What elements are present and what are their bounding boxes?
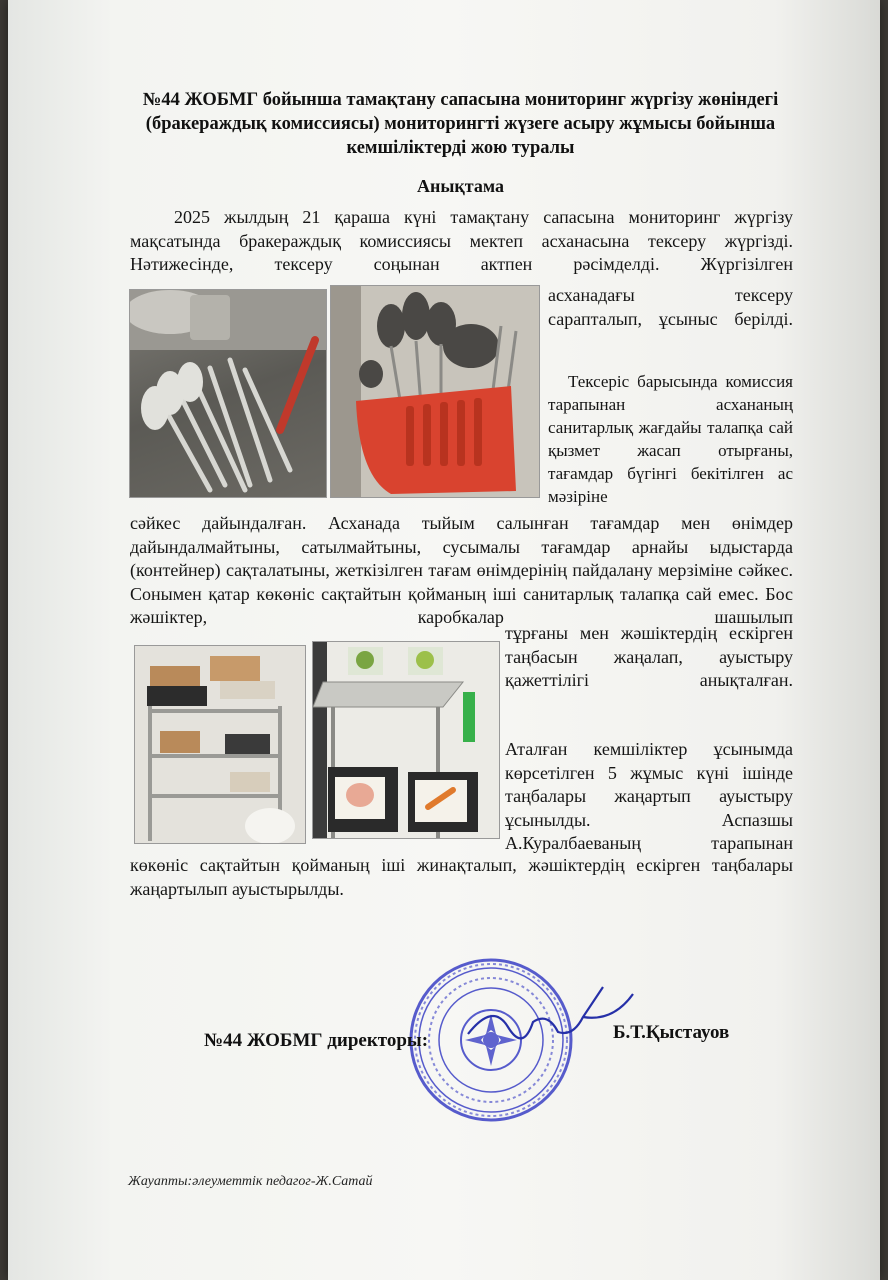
document-page	[8, 0, 880, 1280]
storage-shelf-photo	[134, 645, 306, 844]
document-subtitle: Анықтама	[417, 176, 504, 196]
director-signature	[463, 982, 638, 1052]
paragraph-1-continued: асханадағы тексеру сарапталып, ұсыныс берілді.	[548, 285, 793, 329]
paragraph-1: 2025 жылдың 21 қараша күні тамақтану сапасына мониторинг жүргізу мақсатында бракераждық комиссиясы мектеп асханасына тексеру жүргізді. Нәтижесінде, тексеру соңынан актпен рәсімделді. Жүргізілген	[130, 207, 793, 274]
responsible-person: Жауапты:әлеуметтік педагог-Ж.Сатай	[128, 1174, 373, 1189]
cutlery-holder-photo	[330, 285, 540, 498]
paragraph-4-continued: көкөніс сақтайтын қойманың іші жинақталып, жәшіктердің ескірген таңбалары жаңартылып ауыстырылды.	[130, 855, 793, 899]
director-name: Б.Т.Қыстауов	[613, 1022, 730, 1043]
vegetable-boxes-photo	[312, 641, 500, 839]
paragraph-3: тұрғаны мен жәшіктердің ескірген таңбасын жаңалап, ауыстыру қажеттілігі анықталған.	[505, 623, 793, 690]
paragraph-4: Аталған кемшіліктер ұсынымда көрсетілген 5 жұмыс күні ішінде таңбалары жаңартып ауыстыру ұсынылды. Аспазшы А.Куралбаеваның тарапынан	[505, 739, 793, 853]
director-label: №44 ЖОБМГ директоры:	[204, 1030, 429, 1051]
paragraph-2-start: Тексеріс барысында комиссия тарапынан асхананың санитарлық жағдайы талапқа сай қызмет жасап отырғаны, тағамдар бүгінгі бекітілген ас мәзіріне	[548, 372, 793, 506]
document-title: №44 ЖОБМГ бойынша тамақтану сапасына мониторинг жүргізу жөніндегі (бракераждық комиссиясы) мониторингті жүзеге асыру жұмысы бойынша кемшіліктерді жою туралы	[142, 90, 779, 158]
cutlery-tray-photo	[129, 289, 327, 498]
paragraph-2-continued: сәйкес дайындалған. Асханада тыйым салынған тағамдар мен өнімдер дайындалмайтыны, сатылмайтыны, сусымалы тағамдар арнайы ыдыстарда (контейнер) сақталатыны, жеткізілген тағам өнімдерінің пайдалану мерзіміне сәйкес. Сонымен қатар көкөніс сақтайтын қойманың іші санитарлық талапқа сай емес. Бос жәшіктер, каробкалар шашылып	[130, 513, 793, 627]
